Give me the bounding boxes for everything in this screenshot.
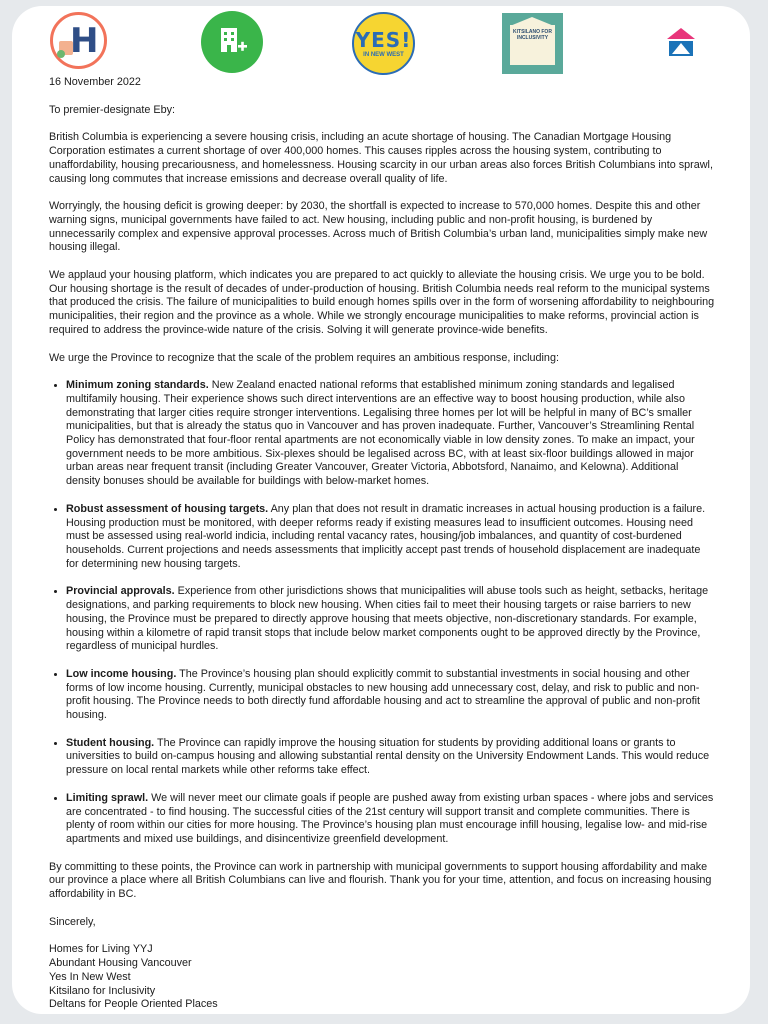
deltans-house-icon xyxy=(665,26,697,58)
ask-body: The Province’s housing plan should explicitly commit to substantial investments in social housing and other forms of low income housing. Currently, municipal obstacles to new housing add unnecessary cost, delay, and risk to public and non-profit housing. The Province needs to both directly fund affordable housing and act to streamline the approval of public and non-profit housing. xyxy=(66,667,701,722)
signatory: Deltans for People Oriented Places xyxy=(49,998,218,1011)
ask-title: Provincial approvals. xyxy=(66,585,175,598)
list-item xyxy=(66,585,715,654)
list-item xyxy=(66,792,715,847)
signatory: Kitsilano for Inclusivity xyxy=(49,984,156,997)
deltans-logo xyxy=(665,26,697,58)
letter-date: 16 November 2022 xyxy=(49,76,141,88)
paragraph: British Columbia is experiencing a severe housing crisis, including an acute shortage of housing. The Canadian Mortgage Housing Corporation estimates a current shortage of over 400,000 homes. This causes ripples across the housing system, contributing to unaffordability, housing precariousness, and homelessness. Housing scarcity in our urban areas also forces British Columbians into sprawl, causing long commutes that increase emissions and decrease overall quality of life. xyxy=(49,131,713,185)
ask-body: The Province can rapidly improve the housing situation for students by providing additional loans or grants to universities to build on-campus housing and allowing substantial rental density on the University Endowment Lands. This would reduce pressure on local rental markets while other reforms take effect. xyxy=(66,736,710,777)
signatory: Abundant Housing Vancouver xyxy=(49,957,192,970)
list-item xyxy=(66,668,715,723)
asks-list xyxy=(49,379,715,846)
letter-page xyxy=(12,6,750,1014)
ask-body: We will never meet our climate goals if people are pushed away from existing urban spaces - where jobs and services are concentrated - to find housing. The successful cities of the 21st century will support transit and complete communities. There is plenty of room within our cities for more housing. The Province’s housing plan must encourage infill housing, legalise low- and mid-rise apartments and mixed use buildings, and disincentivize greenfield development. xyxy=(66,791,714,845)
ask-title: Low income housing. xyxy=(66,667,177,680)
yes-logo-subtext: IN NEW WEST xyxy=(363,52,404,58)
list-item xyxy=(66,737,715,778)
yes-in-new-west-logo xyxy=(352,12,415,75)
ask-title: Student housing. xyxy=(66,736,155,749)
abundant-housing-logo xyxy=(201,11,263,73)
yes-logo-text: YES! xyxy=(355,28,412,52)
closing-paragraph: By committing to these points, the Province can work in partnership with municipal governments to support housing affordability and make our province a place where all British Columbians can live and flourish. Thank you for your time, attention, and focus on increasing housing affordability in BC. xyxy=(49,860,712,901)
ask-title: Minimum zoning standards. xyxy=(66,379,209,392)
logo-letter: H xyxy=(70,21,99,61)
signatory: Homes for Living YYJ xyxy=(49,943,153,956)
letter-body xyxy=(49,76,715,1012)
ask-title: Limiting sprawl. xyxy=(66,791,149,804)
signoff: Sincerely, xyxy=(49,915,96,928)
kitsilano-for-inclusivity-logo xyxy=(502,13,563,74)
homes-for-living-logo xyxy=(50,12,107,69)
signatories xyxy=(49,943,715,1012)
ask-body: Experience from other jurisdictions shows that municipalities will abuse tools such as height, setbacks, heritage designations, and parking requirements to block new housing. When cities fail to meet their housing targets or raise barriers to new housing, the Province must be prepared to directly approve housing that meets objective, non-discretionary standards. For example, housing within a kilometre of rapid transit stops that include below market components ought to be approved directly by the Province, regardless of municipal hurdles. xyxy=(66,585,709,653)
paragraph: Worryingly, the housing deficit is growing deeper: by 2030, the shortfall is expected to increase to 570,000 homes. Despite this and other warning signs, municipal governments have failed to act. New housing, including public and non-profit housing, is burdened by unnecessarily complex and expensive approval processes. Across much of British Columbia’s urban land, municipalities simply make new housing illegal. xyxy=(49,200,708,254)
paragraph: We urge the Province to recognize that the scale of the problem requires an ambitious response, including: xyxy=(49,351,559,364)
list-item xyxy=(66,503,715,572)
building-plus-icon xyxy=(201,11,263,73)
ask-title: Robust assessment of housing targets. xyxy=(66,502,269,515)
leaf-icon xyxy=(57,50,65,58)
ask-body: New Zealand enacted national reforms that established minimum zoning standards and legalised multifamily housing. Their experience shows such direct interventions are an effective way to boost housing production, while also demonstrating that larger cities require stronger interventions. Legalising three homes per lot will be helpful in many of BC’s smaller municipalities, but that is already the status quo in Vancouver and has proven inadequate. Further, Vancouver’s Streamlining Rental Policy has demonstrated that four-floor rental apartments are not economically viable in low density zones. To make an impact, your government needs to be more ambitious. Six-plexes should be legalised across BC, with at least six-floor buildings allowed in major urban areas near frequent transit (including Greater Vancouver, Greater Victoria, Abbotsford, Nanaimo, and Kelowna). Additional density bonuses should be available for buildings with below-market homes. xyxy=(66,379,695,488)
paragraph: We applaud your housing platform, which indicates you are prepared to act quickly to alleviate the housing crisis. We urge you to be bold. Our housing shortage is the result of decades of under-production of housing. British Columbia needs real reform to the municipal systems that produced the crisis. The failure of municipalities to build enough homes spills over in the form of worsening affordability to neighbouring municipalities, their region and the province as a whole. While we strongly encourage municipalities to make reforms, provincial action is required to address the province-wide nature of the crisis. Solving it will generate province-wide benefits. xyxy=(49,269,715,336)
signatory: Yes In New West xyxy=(49,970,131,983)
ask-body: Any plan that does not result in dramatic increases in actual housing production is a failure. Housing production must be monitored, with deeper reforms ready if existing measures lead to insufficient outcomes. Housing need must be assessed using real-world indicia, including rental vacancy rates, housing/job imbalances, and quantity of cost-burdened households. Current projections and needs assessments that implicitly accept past trends of household displacement are inadequate for determining new housing targets. xyxy=(66,502,706,570)
kits-logo-text: KITSILANO FOR INCLUSIVITY xyxy=(513,29,552,41)
list-item xyxy=(66,379,715,489)
letter-salutation: To premier-designate Eby: xyxy=(49,103,176,116)
logo-bar xyxy=(12,6,750,86)
